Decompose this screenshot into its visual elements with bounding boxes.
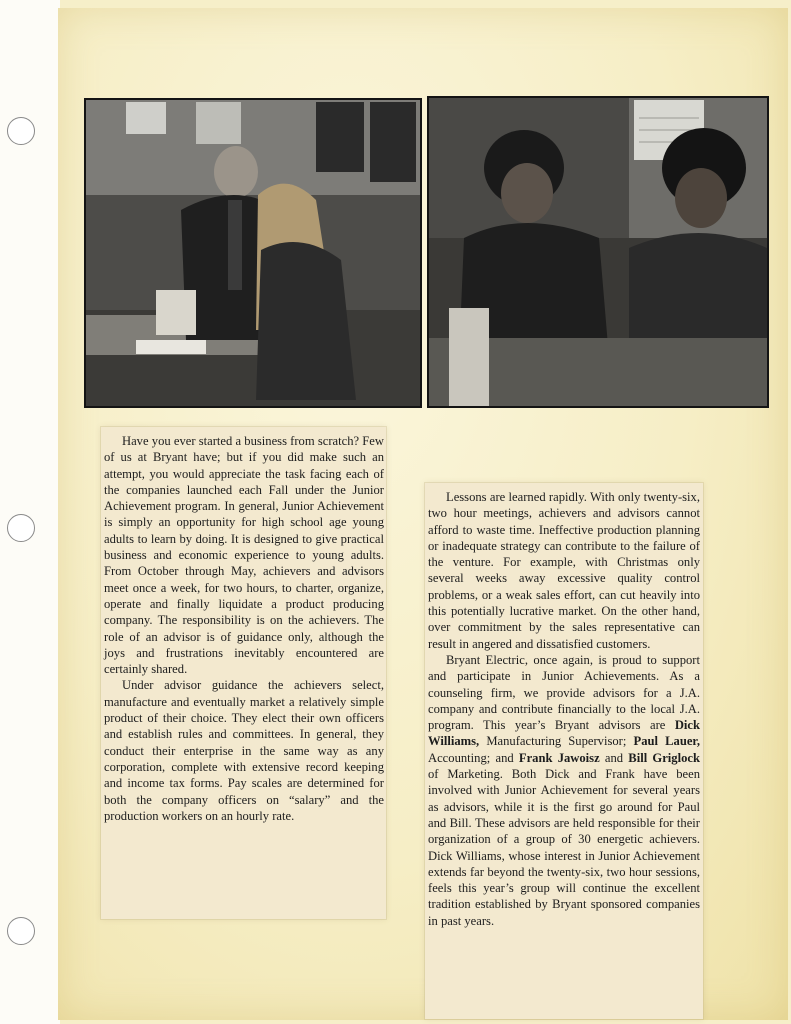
article-paragraph: Lessons are learned rapidly. With only twenty-six, two hour meetings, achievers and advisors cannot afford to waste time. Ineffective production planning or inadequate strategy can contribute to the failure of the venture. For example, with Christmas only several weeks away excessive quality control problems, or a weak sales effort, can cut heavily into this potentially lucrative market. On the other hand, over commitment by the sales representative can result in angered and dissatisfied customers. — [428, 490, 700, 651]
advisor-name: Frank Jawoisz — [518, 750, 600, 765]
text-run: Bryant Electric, once again, is proud to support and participate in Junior Achievements. As a counseling firm, we provide advisors for a J.A. company and contribute financially to the local J.A. program. This year’s Bryant advisors are — [428, 652, 700, 733]
article-paragraph: Under advisor guidance the achievers select, manufacture and eventually market a relatively simple product of their choice. They elect their own officers and establish rules and committees. In general, they conduct their enterprise in the same way as any corporation, complete with extensive record keeping and income tax forms. Pay scales are determined for both the company officers on “salary” and the production workers on an hourly rate. — [104, 678, 384, 823]
text-run: and — [599, 750, 629, 765]
article-column-right — [425, 483, 703, 1019]
advisor-name: Dick Williams, — [428, 718, 700, 749]
text-run: of Marketing. Both Dick and Frank have been involved with Junior Achievement for several years as advisors, while it is the first go around for Paul and Bill. These advisors are held responsible for their organization of a group of 30 energetic achievers. Dick Williams, whose interest in Junior Achievement extends far beyond the twenty-six, two hour sessions, feels this year’s group will continue the excellent tradition established by Bryant sponsored companies in past years. — [428, 767, 700, 928]
text-run: Accounting; and — [428, 750, 519, 765]
article-column-left — [101, 427, 386, 919]
photo-advisor-and-student — [84, 98, 422, 408]
binder-hole — [7, 514, 35, 542]
binder-hole — [7, 917, 35, 945]
advisor-name: Paul Lauer, — [633, 734, 700, 749]
binder-hole — [7, 117, 35, 145]
photo-two-achievers-working — [427, 96, 769, 408]
binder-margin — [0, 0, 60, 1024]
text-run: Manufacturing Supervisor; — [479, 734, 634, 749]
article-paragraph: Have you ever started a business from scratch? Few of us at Bryant have; but if you did make such an attempt, you would appreciate the task facing each of the companies launched each Fall under the Junior Achievement program. In general, Junior Achievement is simply an opportunity for high school age young adults to learn by doing. It is designed to give practical business and economic experience to young adults. From October through May, achievers and advisors meet once a week, for two hours, to charter, organize, operate and finally liquidate a product producing company. The responsibility is on the achievers. The role of an advisor is of guidance only, although the joys and frustrations inevitably encountered are certainly shared. — [104, 434, 384, 677]
advisor-name: Bill Griglock — [628, 750, 700, 765]
photo-icon — [86, 100, 420, 406]
article-paragraph — [428, 652, 700, 929]
photo-icon — [429, 98, 767, 406]
